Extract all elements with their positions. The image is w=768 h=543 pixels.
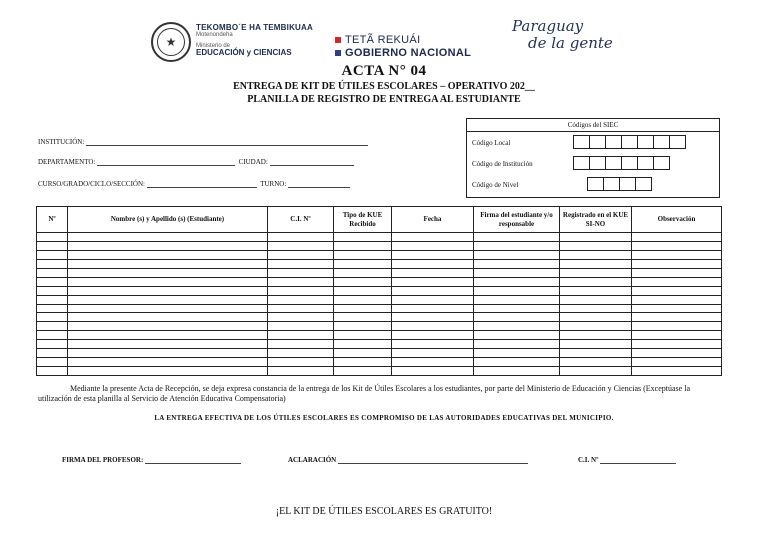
table-cell[interactable] [392, 322, 474, 331]
table-row [37, 277, 722, 286]
table-cell[interactable] [268, 286, 334, 295]
table-cell[interactable] [68, 277, 268, 286]
table-row [37, 331, 722, 340]
table-cell[interactable] [392, 286, 474, 295]
col-ci: C.I. Nº [268, 207, 334, 233]
institucion-field[interactable] [38, 138, 368, 146]
table-cell[interactable] [334, 367, 392, 376]
curso-line[interactable] [147, 180, 257, 188]
table-cell[interactable] [392, 277, 474, 286]
subtitle-2: PLANILLA DE REGISTRO DE ENTREGA AL ESTUDIANTE [247, 94, 521, 105]
table-cell[interactable] [268, 295, 334, 304]
ministry-line1: TEKOMBO´E HA TEMBIKUAA [196, 23, 313, 32]
table-cell[interactable] [68, 313, 268, 322]
table-row [37, 349, 722, 358]
table-cell[interactable] [68, 349, 268, 358]
table-cell[interactable] [268, 250, 334, 259]
table-cell[interactable] [37, 277, 68, 286]
table-cell[interactable] [268, 322, 334, 331]
table-cell[interactable] [68, 295, 268, 304]
table-cell[interactable] [392, 268, 474, 277]
table-cell[interactable] [334, 304, 392, 313]
table-cell[interactable] [632, 277, 722, 286]
table-cell[interactable] [68, 304, 268, 313]
table-cell[interactable] [268, 304, 334, 313]
acta-paragraph: Mediante la presente Acta de Recepción, se deja expresa constancia de la entrega de los Kit de Útiles Escolares a los estudiantes, por parte del Ministerio de Educación y Ciencias (Exceptúase la utilización de esta planilla al Servicio de Atención Educativa Compensatoria) [38, 384, 690, 403]
table-cell[interactable] [632, 358, 722, 367]
table-cell[interactable] [560, 241, 632, 250]
gov-line2: GOBIERNO NACIONAL [345, 46, 472, 59]
ministry-line2: Motenondeha [196, 32, 233, 39]
table-cell[interactable] [37, 286, 68, 295]
table-cell[interactable] [68, 322, 268, 331]
departamento-label: DEPARTAMENTO: [38, 158, 96, 166]
table-cell[interactable] [632, 313, 722, 322]
table-cell[interactable] [392, 250, 474, 259]
table-cell[interactable] [632, 331, 722, 340]
table-cell[interactable] [392, 295, 474, 304]
table-cell[interactable] [268, 277, 334, 286]
table-header-row [37, 207, 722, 233]
slogan-line2: de la gente [528, 33, 613, 52]
codigo-institucion-boxes[interactable] [573, 156, 669, 170]
table-cell[interactable] [37, 241, 68, 250]
table-cell[interactable] [334, 286, 392, 295]
turno-line[interactable] [288, 180, 350, 188]
table-cell[interactable] [560, 358, 632, 367]
table-row [37, 367, 722, 376]
table-cell[interactable] [392, 367, 474, 376]
col-nombre: Nombre (s) y Apellido (s) (Estudiante) [68, 207, 268, 233]
table-cell[interactable] [268, 259, 334, 268]
turno-label: TURNO: [260, 180, 287, 188]
table-row [37, 295, 722, 304]
slogan-line1: Paraguay [512, 17, 584, 35]
codigo-local-label: Código Local [472, 139, 511, 147]
table-cell[interactable] [560, 286, 632, 295]
departamento-field[interactable] [38, 158, 354, 166]
table-row [37, 250, 722, 259]
table-row [37, 259, 722, 268]
table-cell[interactable] [334, 277, 392, 286]
acta-title: ACTA N° 04 [341, 63, 427, 79]
table-cell[interactable] [560, 268, 632, 277]
table-cell[interactable] [632, 250, 722, 259]
table-cell[interactable] [560, 331, 632, 340]
table-cell[interactable] [68, 233, 268, 242]
table-cell[interactable] [632, 295, 722, 304]
table-cell[interactable] [632, 367, 722, 376]
subtitle-1: ENTREGA DE KIT DE ÚTILES ESCOLARES – OPERATIVO 202__ [233, 81, 535, 92]
table-cell[interactable] [474, 367, 560, 376]
table-cell[interactable] [560, 259, 632, 268]
table-cell[interactable] [334, 349, 392, 358]
table-cell[interactable] [68, 340, 268, 349]
table-cell[interactable] [68, 358, 268, 367]
table-cell[interactable] [474, 349, 560, 358]
registration-table [36, 206, 722, 376]
table-row [37, 268, 722, 277]
ci-label: C.I. Nº [578, 456, 599, 464]
aclaracion-label: ACLARACIÓN [288, 456, 337, 464]
aclaracion-line[interactable] [338, 456, 528, 464]
table-cell[interactable] [474, 304, 560, 313]
table-cell[interactable] [37, 313, 68, 322]
firma-profesor-label: FIRMA DEL PROFESOR: [62, 456, 144, 464]
codigo-nivel-boxes[interactable] [587, 177, 651, 191]
table-cell[interactable] [474, 259, 560, 268]
table-cell[interactable] [560, 340, 632, 349]
table-cell[interactable] [334, 233, 392, 242]
table-cell[interactable] [68, 259, 268, 268]
table-cell[interactable] [334, 358, 392, 367]
table-row [37, 286, 722, 295]
gov-line1: TETÃ REKUÁI [345, 34, 421, 46]
table-cell[interactable] [334, 250, 392, 259]
table-cell[interactable] [334, 331, 392, 340]
ci-field[interactable] [578, 456, 676, 464]
table-cell[interactable] [474, 313, 560, 322]
table-cell[interactable] [474, 322, 560, 331]
table-cell[interactable] [632, 286, 722, 295]
table-cell[interactable] [68, 367, 268, 376]
curso-field[interactable] [38, 180, 350, 188]
table-cell[interactable] [474, 241, 560, 250]
table-cell[interactable] [474, 295, 560, 304]
table-cell[interactable] [334, 295, 392, 304]
table-cell[interactable] [632, 349, 722, 358]
table-cell[interactable] [474, 358, 560, 367]
table-cell[interactable] [560, 233, 632, 242]
table-cell[interactable] [392, 331, 474, 340]
government-logo [335, 34, 471, 59]
free-kit-notice: ¡EL KIT DE ÚTILES ESCOLARES ES GRATUITO! [275, 506, 493, 517]
col-registrado: Registrado en el KUE SI-NO [560, 207, 632, 233]
table-cell[interactable] [392, 349, 474, 358]
table-cell[interactable] [37, 349, 68, 358]
table-cell[interactable] [268, 358, 334, 367]
table-cell[interactable] [37, 358, 68, 367]
table-cell[interactable] [268, 313, 334, 322]
col-observacion: Observación [632, 207, 722, 233]
ciudad-line[interactable] [270, 158, 354, 166]
table-cell[interactable] [392, 233, 474, 242]
table-cell[interactable] [37, 250, 68, 259]
table-row [37, 233, 722, 242]
table-cell[interactable] [37, 259, 68, 268]
table-cell[interactable] [392, 340, 474, 349]
table-cell[interactable] [68, 268, 268, 277]
table-cell[interactable] [37, 331, 68, 340]
ministry-line3: Ministerio de [196, 42, 231, 49]
table-cell[interactable] [474, 250, 560, 259]
table-cell[interactable] [334, 268, 392, 277]
table-cell[interactable] [474, 286, 560, 295]
table-cell[interactable] [68, 250, 268, 259]
table-cell[interactable] [560, 313, 632, 322]
table-row [37, 313, 722, 322]
table-cell[interactable] [474, 277, 560, 286]
table-cell[interactable] [474, 268, 560, 277]
table-cell[interactable] [560, 250, 632, 259]
table-cell[interactable] [474, 340, 560, 349]
national-seal-logo [151, 22, 191, 62]
table-cell[interactable] [68, 241, 268, 250]
siec-heading: Códigos del SIEC [467, 119, 719, 132]
institucion-line[interactable] [86, 138, 368, 146]
blue-square-icon [335, 50, 341, 56]
compromiso-note: LA ENTREGA EFECTIVA DE LOS ÚTILES ESCOLARES ES COMPROMISO DE LAS AUTORIDADES EDUCATIVAS DEL MUNICIPIO. [154, 414, 614, 422]
table-cell[interactable] [334, 340, 392, 349]
institucion-label: INSTITUCIÓN: [38, 138, 85, 146]
table-cell[interactable] [560, 304, 632, 313]
ministry-line4: EDUCACIÓN y CIENCIAS [196, 47, 292, 57]
col-numero: Nº [37, 207, 68, 233]
table-cell[interactable] [268, 331, 334, 340]
red-square-icon [335, 37, 341, 43]
table-cell[interactable] [474, 233, 560, 242]
table-cell[interactable] [37, 233, 68, 242]
table-cell[interactable] [560, 367, 632, 376]
table-cell[interactable] [268, 349, 334, 358]
table-cell[interactable] [268, 268, 334, 277]
codigo-local-boxes[interactable] [573, 135, 685, 149]
table-row [37, 358, 722, 367]
table-cell[interactable] [268, 340, 334, 349]
table-cell[interactable] [37, 340, 68, 349]
table-cell[interactable] [37, 304, 68, 313]
table-cell[interactable] [392, 259, 474, 268]
table-cell[interactable] [68, 331, 268, 340]
table-cell[interactable] [392, 358, 474, 367]
col-fecha: Fecha [392, 207, 474, 233]
table-cell[interactable] [37, 295, 68, 304]
aclaracion-field[interactable] [288, 456, 528, 464]
table-row [37, 241, 722, 250]
table-cell[interactable] [334, 241, 392, 250]
table-cell[interactable] [632, 322, 722, 331]
table-cell[interactable] [268, 367, 334, 376]
curso-label: CURSO/GRADO/CICLO/SECCIÓN: [38, 180, 145, 188]
table-cell[interactable] [268, 233, 334, 242]
table-cell[interactable] [37, 268, 68, 277]
table-cell[interactable] [392, 313, 474, 322]
table-cell[interactable] [37, 367, 68, 376]
table-cell[interactable] [560, 277, 632, 286]
departamento-line[interactable] [97, 158, 235, 166]
table-cell[interactable] [632, 259, 722, 268]
siec-codes-box [466, 118, 720, 198]
table-cell[interactable] [560, 349, 632, 358]
table-cell[interactable] [632, 268, 722, 277]
table-cell[interactable] [334, 313, 392, 322]
table-cell[interactable] [632, 340, 722, 349]
table-cell[interactable] [392, 304, 474, 313]
ministry-logo [196, 24, 313, 57]
firma-profesor-line[interactable] [145, 456, 241, 464]
table-cell[interactable] [268, 241, 334, 250]
ci-line[interactable] [600, 456, 676, 464]
table-row [37, 304, 722, 313]
codigo-institucion-label: Código de Institución [472, 160, 533, 168]
table-cell[interactable] [632, 241, 722, 250]
seal-star-icon: ★ [157, 28, 185, 56]
col-tipo-kue: Tipo de KUE Recibido [334, 207, 392, 233]
table-row [37, 340, 722, 349]
ciudad-label: CIUDAD: [238, 158, 268, 166]
table-row [37, 322, 722, 331]
table-cell[interactable] [474, 331, 560, 340]
table-cell[interactable] [392, 241, 474, 250]
col-firma: Firma del estudiante y/o responsable [474, 207, 560, 233]
table-cell[interactable] [37, 322, 68, 331]
table-cell[interactable] [560, 295, 632, 304]
table-cell[interactable] [632, 304, 722, 313]
firma-profesor-field[interactable] [62, 456, 241, 464]
table-cell[interactable] [68, 286, 268, 295]
table-cell[interactable] [334, 322, 392, 331]
table-cell[interactable] [334, 259, 392, 268]
slogan-logo [512, 18, 613, 51]
table-cell[interactable] [632, 233, 722, 242]
codigo-nivel-label: Código de Nivel [472, 181, 519, 189]
table-cell[interactable] [560, 322, 632, 331]
